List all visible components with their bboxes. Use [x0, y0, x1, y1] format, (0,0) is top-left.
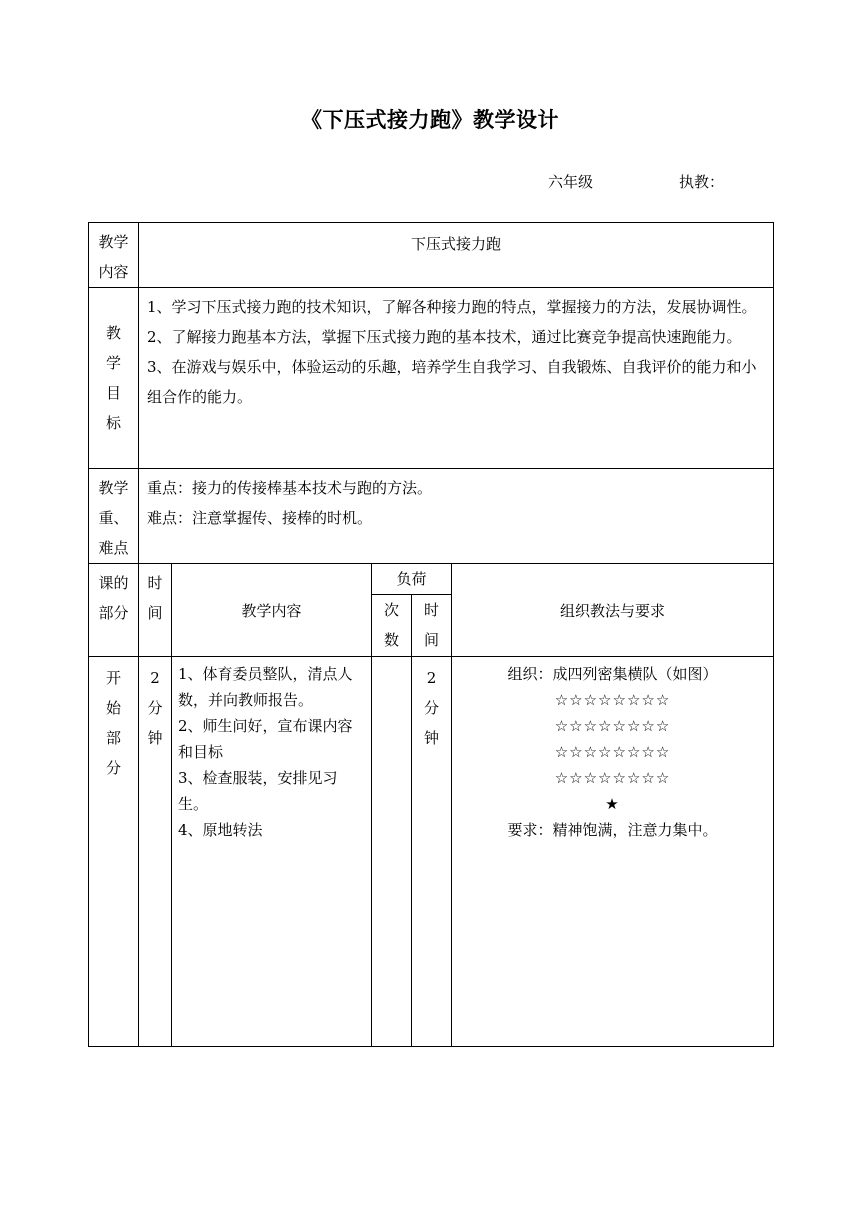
header-count: 次 数 [372, 595, 412, 657]
header-load: 负荷 [372, 564, 452, 595]
formation-row: ☆☆☆☆☆☆☆☆ [554, 717, 671, 735]
goal-item: 1、学习下压式接力跑的技术知识，了解各种接力跑的特点，掌握接力的方法，发展协调性。 [147, 298, 757, 316]
content-item: 4、原地转法 [178, 821, 263, 839]
content-item: 1、体育委员整队，清点人数，并向教师报告。 [178, 665, 353, 709]
requirement: 要求：精神饱满，注意力集中。 [507, 821, 718, 839]
teaching-content-value: 下压式接力跑 [139, 223, 774, 288]
formation-row: ☆☆☆☆☆☆☆☆ [554, 769, 671, 787]
key-point: 重点：接力的传接棒基本技术与跑的方法。 [147, 479, 433, 497]
header-time: 时 间 [139, 564, 172, 657]
start-count [372, 657, 412, 1047]
header-part: 课的 部分 [89, 564, 139, 657]
teaching-goals [139, 288, 774, 469]
formation-row: ☆☆☆☆☆☆☆☆ [554, 743, 671, 761]
row-key-points [89, 469, 774, 564]
row-teaching-goals [89, 288, 774, 469]
content-item: 3、检查服装，安排见习生。 [178, 769, 338, 813]
teaching-goals-label: 教 学 目 标 [89, 288, 139, 469]
page-title: 《下压式接力跑》教学设计 [301, 108, 559, 132]
key-points [139, 469, 774, 564]
teacher-star-icon: ★ [605, 795, 620, 813]
difficult-point: 难点：注意掌握传、接棒的时机。 [147, 509, 373, 527]
header-method: 组织教法与要求 [452, 564, 774, 657]
start-part-label: 开 始 部 分 [89, 657, 139, 1047]
formation-row: ☆☆☆☆☆☆☆☆ [554, 691, 671, 709]
content-item: 2、师生问好，宣布课内容和目标 [178, 717, 353, 761]
lesson-plan-table [88, 222, 774, 1047]
teaching-content-label: 教学 内容 [89, 223, 139, 288]
teacher-label: 执教： [679, 173, 725, 191]
grade-label: 六年级 [548, 173, 594, 191]
start-time: 2 分 钟 [139, 657, 172, 1047]
header-content: 教学内容 [172, 564, 372, 657]
start-content [172, 657, 372, 1047]
header-row [89, 564, 774, 595]
goal-item: 3、在游戏与娱乐中，体验运动的乐趣，培养学生自我学习、自我锻炼、自我评价的能力和小组合作的能力。 [147, 358, 757, 406]
goal-item: 2、了解接力跑基本方法，掌握下压式接力跑的基本技术，通过比赛竞争提高快速跑能力。 [147, 328, 742, 346]
row-start-section [89, 657, 774, 1047]
start-organization [452, 657, 774, 1047]
start-load-time: 2 分 钟 [412, 657, 452, 1047]
organization-label: 组织：成四列密集横队（如图） [507, 665, 718, 683]
row-teaching-content [89, 223, 774, 288]
header-load-time: 时 间 [412, 595, 452, 657]
key-points-label: 教学 重、 难点 [89, 469, 139, 564]
